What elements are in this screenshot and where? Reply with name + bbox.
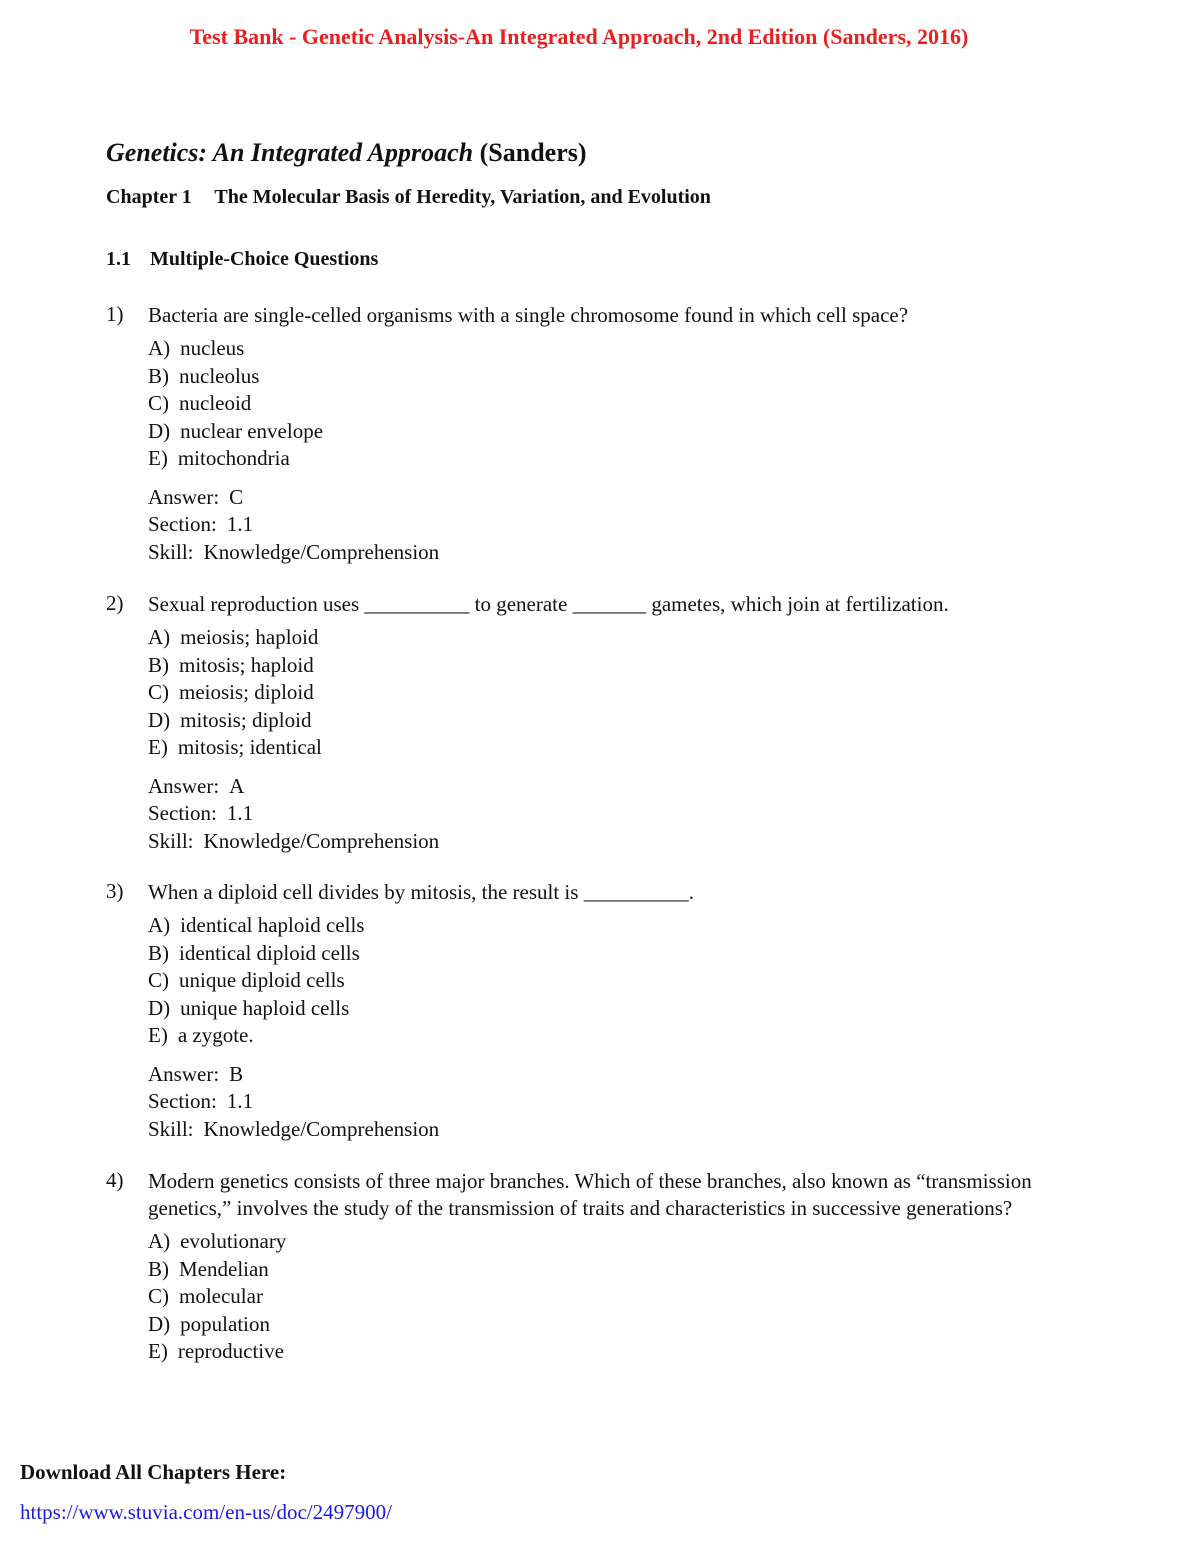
answer-row: [148, 1061, 1066, 1089]
answer-row: [148, 773, 1066, 801]
question-1: [106, 302, 1066, 566]
option-item: [148, 1256, 1066, 1284]
section-name: Multiple-Choice Questions: [150, 248, 379, 270]
option-letter: B): [148, 1256, 169, 1281]
answer-value: B: [229, 1061, 244, 1086]
option-item: [148, 418, 1066, 446]
question-text: Bacteria are single-celled organisms with a single chromosome found in which cell space?: [148, 303, 909, 327]
option-item: [148, 652, 1066, 680]
option-item: [148, 940, 1066, 968]
option-letter: D): [148, 707, 171, 732]
option-text: nucleolus: [179, 363, 260, 388]
option-text: meiosis; haploid: [180, 625, 319, 649]
section-value: 1.1: [226, 801, 254, 825]
option-text: nucleus: [180, 336, 245, 360]
section-label: Section:: [148, 801, 217, 825]
skill-row: [148, 828, 1066, 856]
question-text: Modern genetics consists of three major branches. Which of these branches, also known as “transmission genetics,” involves the study of the transmission of traits and characteristics in successive generations?: [148, 1169, 1032, 1220]
chapter-number: Chapter 1: [106, 186, 192, 208]
option-item: [148, 335, 1066, 363]
option-text: mitosis; identical: [177, 735, 322, 759]
option-letter: E): [148, 1339, 168, 1363]
option-text: mitochondria: [177, 446, 290, 470]
option-item: [148, 1338, 1066, 1366]
option-letter: D): [148, 418, 171, 443]
option-text: mitosis; haploid: [179, 652, 314, 677]
section-row: [148, 511, 1066, 539]
option-list: [148, 1228, 1066, 1366]
option-letter: C): [148, 968, 169, 992]
option-text: population: [180, 1311, 270, 1336]
option-item: [148, 624, 1066, 652]
answer-block: [148, 1061, 1066, 1144]
option-item: [148, 912, 1066, 940]
chapter-name: The Molecular Basis of Heredity, Variation, and Evolution: [214, 186, 711, 208]
section-row: [148, 800, 1066, 828]
option-item: [148, 707, 1066, 735]
section-value: 1.1: [226, 512, 254, 536]
section-number: 1.1: [106, 248, 131, 270]
option-letter: E): [148, 446, 168, 470]
option-letter: D): [148, 995, 171, 1020]
option-letter: B): [148, 940, 169, 965]
question-2: [106, 591, 1066, 855]
option-item: [148, 1022, 1066, 1050]
option-letter: A): [148, 1229, 171, 1253]
section-heading: [106, 248, 378, 271]
answer-label: Answer:: [148, 773, 220, 798]
answer-block: [148, 773, 1066, 856]
question-number: 2): [106, 591, 124, 615]
option-text: reproductive: [177, 1339, 284, 1363]
option-text: unique diploid cells: [179, 968, 345, 992]
answer-value: C: [229, 484, 244, 509]
option-item: [148, 679, 1066, 707]
option-item: [148, 1228, 1066, 1256]
option-text: meiosis; diploid: [179, 680, 314, 704]
option-item: [148, 967, 1066, 995]
option-letter: C): [148, 680, 169, 704]
download-link[interactable]: https://www.stuvia.com/en-us/doc/2497900/: [20, 1500, 392, 1524]
option-item: [148, 445, 1066, 473]
title-italic: Genetics: An Integrated Approach: [106, 138, 474, 167]
document-title: [106, 138, 587, 168]
option-list: [148, 912, 1066, 1050]
test-bank-banner: Test Bank - Genetic Analysis-An Integrated Approach, 2nd Edition (Sanders, 2016): [189, 24, 969, 49]
answer-block: [148, 484, 1066, 567]
option-item: [148, 363, 1066, 391]
section-label: Section:: [148, 512, 217, 536]
question-3: [106, 879, 1066, 1143]
option-text: identical haploid cells: [180, 913, 365, 937]
skill-value: Knowledge/Comprehension: [203, 1116, 440, 1141]
answer-label: Answer:: [148, 1061, 220, 1086]
option-letter: A): [148, 913, 171, 937]
option-text: nuclear envelope: [180, 418, 324, 443]
option-text: nucleoid: [179, 391, 252, 415]
skill-label: Skill:: [148, 828, 194, 853]
option-letter: D): [148, 1311, 171, 1336]
question-4: [106, 1168, 1066, 1366]
option-letter: B): [148, 652, 169, 677]
option-item: [148, 1311, 1066, 1339]
option-item: [148, 1283, 1066, 1311]
option-text: mitosis; diploid: [180, 707, 312, 732]
chapter-heading: [106, 186, 711, 209]
question-text: Sexual reproduction uses __________ to generate _______ gametes, which join at fertilization.: [148, 592, 949, 616]
skill-label: Skill:: [148, 1116, 194, 1141]
option-text: evolutionary: [180, 1229, 287, 1253]
question-number: 3): [106, 879, 124, 903]
option-text: Mendelian: [179, 1256, 269, 1281]
option-item: [148, 390, 1066, 418]
title-author: (Sanders): [473, 138, 587, 167]
option-letter: A): [148, 625, 171, 649]
question-number: 4): [106, 1168, 124, 1192]
question-text: When a diploid cell divides by mitosis, the result is __________.: [148, 880, 694, 904]
question-number: 1): [106, 302, 124, 326]
option-letter: E): [148, 735, 168, 759]
option-text: identical diploid cells: [179, 940, 360, 965]
option-letter: C): [148, 1284, 169, 1308]
answer-value: A: [229, 773, 245, 798]
section-value: 1.1: [226, 1089, 254, 1113]
skill-row: [148, 539, 1066, 567]
section-row: [148, 1088, 1066, 1116]
option-item: [148, 734, 1066, 762]
skill-value: Knowledge/Comprehension: [203, 539, 440, 564]
download-heading: Download All Chapters Here:: [20, 1460, 287, 1484]
skill-label: Skill:: [148, 539, 194, 564]
option-letter: B): [148, 363, 169, 388]
skill-value: Knowledge/Comprehension: [203, 828, 440, 853]
option-text: a zygote.: [177, 1023, 254, 1047]
option-text: molecular: [179, 1284, 263, 1308]
option-list: [148, 335, 1066, 473]
option-letter: C): [148, 391, 169, 415]
option-letter: E): [148, 1023, 168, 1047]
option-text: unique haploid cells: [180, 995, 350, 1020]
option-letter: A): [148, 336, 171, 360]
option-item: [148, 995, 1066, 1023]
option-list: [148, 624, 1066, 762]
answer-row: [148, 484, 1066, 512]
answer-label: Answer:: [148, 484, 220, 509]
skill-row: [148, 1116, 1066, 1144]
section-label: Section:: [148, 1089, 217, 1113]
